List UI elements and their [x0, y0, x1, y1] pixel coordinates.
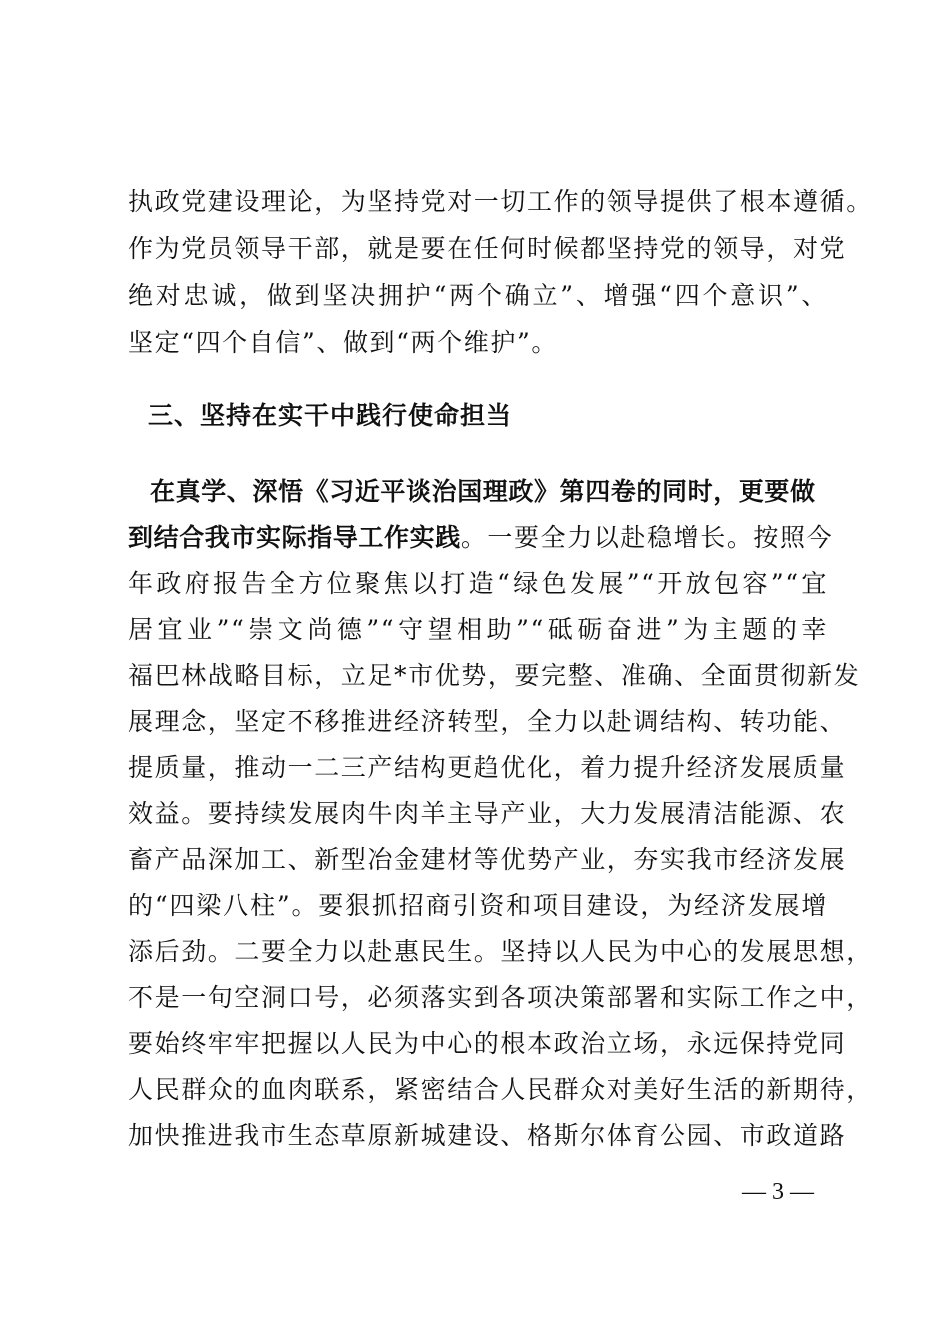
paragraph-line: 绝对忠诚，做到坚决拥护“两个确立”、增强“四个意识”、: [128, 281, 828, 310]
paragraph-line: 居宜业”“崇文尚德”“守望相助”“砥砺奋进”为主题的幸: [128, 615, 828, 644]
paragraph-line: 加快推进我市生态草原新城建设、格斯尔体育公园、市政道路: [128, 1121, 847, 1150]
paragraph-line: 不是一句空洞口号，必须落实到各项决策部署和实际工作之中，: [128, 983, 873, 1012]
section-heading: 三、坚持在实干中践行使命担当: [148, 401, 513, 430]
paragraph-line: 提质量，推动一二三产结构更趋优化，着力提升经济发展质量: [128, 753, 847, 782]
paragraph-line: 展理念，坚定不移推进经济转型，全力以赴调结构、转功能、: [128, 707, 847, 736]
paragraph-line: [128, 522, 834, 554]
paragraph-line: 要始终牢牢把握以人民为中心的根本政治立场，永远保持党同: [128, 1029, 847, 1058]
bold-phrase: 到结合我市实际指导工作实践: [128, 523, 461, 552]
page-number: — 3 —: [742, 1179, 814, 1205]
paragraph-line: 添后劲。二要全力以赴惠民生。坚持以人民为中心的发展思想，: [128, 937, 873, 966]
paragraph-line: 福巴林战略目标，立足*市优势，要完整、准确、全面贯彻新发: [128, 661, 861, 690]
paragraph-line: 年政府报告全方位聚焦以打造“绿色发展”“开放包容”“宜: [128, 569, 828, 598]
paragraph-line-bold: 在真学、深悟《习近平谈治国理政》第四卷的同时，更要做: [150, 477, 816, 506]
paragraph-line: 的“四梁八柱”。要狠抓招商引资和项目建设，为经济发展增: [128, 891, 828, 920]
paragraph-line: 作为党员领导干部，就是要在任何时候都坚持党的领导，对党: [128, 234, 847, 263]
paragraph-line: 效益。要持续发展肉牛肉羊主导产业，大力发展清洁能源、农: [128, 799, 847, 828]
paragraph-line: 坚定“四个自信”、做到“两个维护”。: [128, 328, 558, 357]
paragraph-line: 执政党建设理论，为坚持党对一切工作的领导提供了根本遵循。: [128, 187, 873, 216]
paragraph-text: 。一要全力以赴稳增长。按照今: [460, 523, 834, 552]
paragraph-line: 人民群众的血肉联系，紧密结合人民群众对美好生活的新期待，: [128, 1075, 873, 1104]
paragraph-line: 畜产品深加工、新型冶金建材等优势产业，夯实我市经济发展: [128, 845, 847, 874]
